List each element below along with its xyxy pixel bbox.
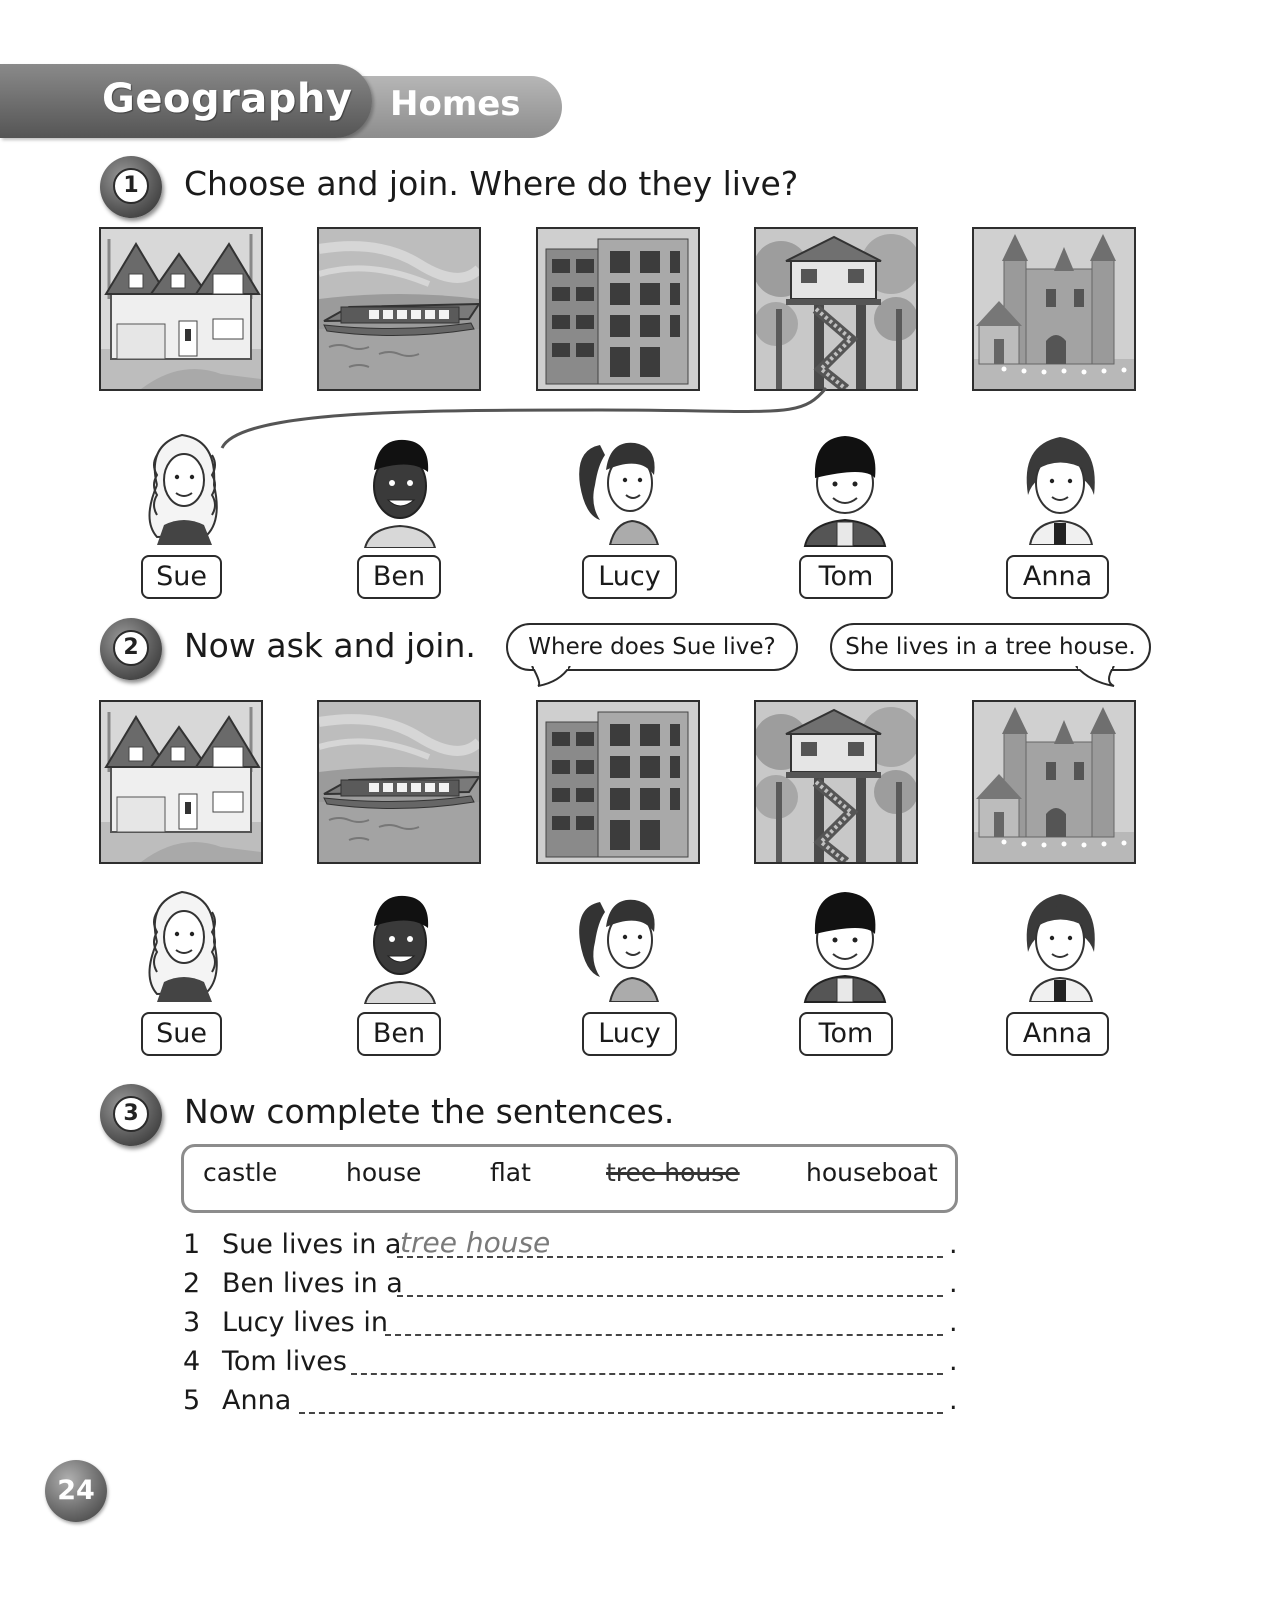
sentence-2-text: Ben lives in a: [222, 1268, 403, 1299]
word-flat: flat: [490, 1158, 531, 1187]
houseboat-icon: [319, 702, 479, 862]
tom-face: [795, 428, 895, 548]
word-house: house: [346, 1158, 422, 1187]
sentence-2-blank[interactable]: [397, 1295, 943, 1297]
exercise-1-badge: [100, 156, 162, 218]
answer-speech-bubble: She lives in a tree house.: [830, 623, 1151, 671]
castle-icon: [974, 702, 1134, 862]
tree-house-icon: [756, 702, 916, 862]
exercise-1-instruction: Choose and join. Where do they live?: [184, 164, 799, 203]
sentence-4-number: 4: [183, 1346, 201, 1377]
girl-ponytail-icon: [570, 882, 670, 1002]
sentence-3-text: Lucy lives in: [222, 1307, 388, 1338]
boy-short-hair-icon: [350, 428, 450, 548]
exercise-1-number: 1: [113, 168, 149, 204]
name-box-anna[interactable]: Anna: [1006, 555, 1109, 599]
word-castle: castle: [203, 1158, 278, 1187]
sentence-4-end: .: [949, 1346, 958, 1377]
topic-title: Homes: [390, 84, 521, 124]
girl-ponytail-icon: [570, 425, 670, 545]
name-box-sue[interactable]: Sue: [141, 555, 222, 599]
word-tree-house: tree house: [606, 1158, 740, 1187]
house-icon: [101, 702, 261, 862]
question-speech-bubble: Where does Sue live?: [506, 623, 798, 671]
exercise-3-instruction: Now complete the sentences.: [184, 1092, 675, 1131]
girl-curly-hair-icon: [132, 425, 232, 545]
castle-picture-2[interactable]: [972, 700, 1136, 864]
lucy-face: [570, 425, 670, 545]
houseboat-picture[interactable]: [317, 227, 481, 391]
ben-face-2: [350, 884, 450, 1004]
name-box-lucy-2[interactable]: Lucy: [582, 1012, 677, 1056]
flat-building-icon: [538, 229, 698, 389]
name-box-lucy[interactable]: Lucy: [582, 555, 677, 599]
tom-face-2: [795, 884, 895, 1004]
tree-house-picture[interactable]: [754, 227, 918, 391]
tree-house-picture-2[interactable]: [754, 700, 918, 864]
exercise-2-badge: [100, 618, 162, 680]
flat-building-icon: [538, 702, 698, 862]
subject-title: Geography: [102, 76, 353, 122]
anna-face-2: [1010, 882, 1110, 1002]
question-bubble-tail: [530, 666, 580, 688]
name-box-sue-2[interactable]: Sue: [141, 1012, 222, 1056]
name-box-anna-2[interactable]: Anna: [1006, 1012, 1109, 1056]
flat-picture[interactable]: [536, 227, 700, 391]
name-box-tom-2[interactable]: Tom: [799, 1012, 893, 1056]
answer-bubble-tail: [1068, 666, 1118, 688]
name-box-tom[interactable]: Tom: [799, 555, 893, 599]
boy-short-hair-icon: [350, 884, 450, 1004]
lucy-face-2: [570, 882, 670, 1002]
sentence-3-number: 3: [183, 1307, 201, 1338]
girl-short-hair-icon: [1010, 425, 1110, 545]
sentence-1-blank[interactable]: [397, 1256, 943, 1258]
sentence-3-end: .: [949, 1307, 958, 1338]
sentence-5-blank[interactable]: [299, 1412, 943, 1414]
sentence-1-text: Sue lives in a: [222, 1229, 402, 1260]
sentence-2-number: 2: [183, 1268, 201, 1299]
ben-face: [350, 428, 450, 548]
sentence-4-text: Tom lives: [222, 1346, 347, 1377]
tree-house-icon: [756, 229, 916, 389]
sentence-5-end: .: [949, 1385, 958, 1416]
sentence-1-end: .: [949, 1229, 958, 1260]
boy-bowl-cut-icon: [795, 884, 895, 1004]
exercise-2-instruction: Now ask and join.: [184, 626, 476, 665]
houseboat-icon: [319, 229, 479, 389]
house-picture[interactable]: [99, 227, 263, 391]
sentence-5-text: Anna: [222, 1385, 292, 1416]
sentence-4-blank[interactable]: [351, 1373, 943, 1375]
girl-curly-hair-icon: [132, 882, 232, 1002]
anna-face: [1010, 425, 1110, 545]
house-icon: [101, 229, 261, 389]
sentence-3-blank[interactable]: [385, 1334, 943, 1336]
page-number: 24: [45, 1460, 107, 1522]
castle-picture[interactable]: [972, 227, 1136, 391]
boy-bowl-cut-icon: [795, 428, 895, 548]
girl-short-hair-icon: [1010, 882, 1110, 1002]
name-box-ben-2[interactable]: Ben: [357, 1012, 441, 1056]
exercise-3-number: 3: [113, 1096, 149, 1132]
sentence-2-end: .: [949, 1268, 958, 1299]
castle-icon: [974, 229, 1134, 389]
sentence-5-number: 5: [183, 1385, 201, 1416]
name-box-ben[interactable]: Ben: [357, 555, 441, 599]
sue-face: [132, 425, 232, 545]
exercise-3-badge: [100, 1084, 162, 1146]
flat-picture-2[interactable]: [536, 700, 700, 864]
houseboat-picture-2[interactable]: [317, 700, 481, 864]
sue-face-2: [132, 882, 232, 1002]
exercise-2-number: 2: [113, 630, 149, 666]
word-houseboat: houseboat: [806, 1158, 938, 1187]
sentence-1-answer[interactable]: tree house: [400, 1226, 551, 1259]
house-picture-2[interactable]: [99, 700, 263, 864]
sentence-1-number: 1: [183, 1229, 201, 1260]
